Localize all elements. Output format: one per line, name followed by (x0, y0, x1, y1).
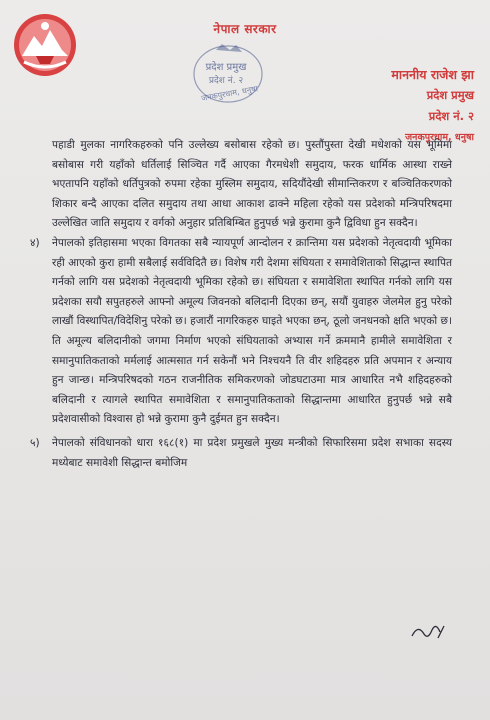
initials-signature (408, 620, 448, 642)
paragraph-4 (30, 234, 452, 430)
office-holder-name: माननीय राजेश झा (391, 67, 474, 82)
office-address: जनकपुरधाम, धनुषा (405, 132, 474, 143)
stamp-line-2: प्रदेश नं. २ (208, 76, 244, 86)
paragraph-4-text: नेपालको इतिहासमा भएका विगतका सबै न्यायपूर्ण आन्दोलन र क्रान्तिमा यस प्रदेशको नेतृत्वदायी भूमिका रही आएको कुरा हामी सबैलाई सर्वविदितै छ। विशेष गरी देशमा संघियता र समावेशिताको सिद्धान्त स्थापित गर्नको लागि यस प्रदेशको नेतृत्वदायी भूमिका रहेको छ। संघियता र समावेशिता स्थापित गर्नको लागि यस प्रदेशका सयौ सपुतहरुले आफ्नो अमूल्य जिवनको बलिदानी दिएका छन्, सयौं युवाहरु जेलमेल हुनु परेको लाखौं विस्थापित/विदेशिनु परेको छ। हजारौं नागरिकहरु घाइते भएका छन्, ठूलो जनधनको क्षति भएको छ। ति अमूल्य बलिदानीको जगमा निर्माण भएको संघियताको अभ्यास गर्ने क्रममानै हामीले समावेशिता र समानुपातिकताको मर्मलाई आत्मसात गर्न सकेनौं भने निश्चयनै ति वीर शहिदहरु प्रति अपमान र अन्याय हुन जान्छ। मन्त्रिपरिषदको गठन राजनीतिक समिकरणको जोडघटाउमा मात्र आधारित नभै शहिदहरुको बलिदानी र त्यागले स्थापित समावेशिता र समानुपातिकताको सिद्धान्तमा आधारित हुनुपर्छ भन्ने सबै प्रदेशवासीको विश्वास हो भन्ने कुरामा कुनै दुईमत हुन सक्दैन। (52, 236, 452, 426)
paragraph-intro: पहाडी मुलका नागरिकहरुको पनि उल्लेख्य बसोबास रहेको छ। पुस्तौंपुस्ता देखी मधेशको यस भूमिमा बसोबास गरी यहाँको धर्तिलाई सिञ्चित गर्दै आएका गैरमधेशी समुदाय, फरक धार्मिक आस्था राख्ने भएतापनि यहाँको धर्तिपुत्रको रुपमा रहेका मुस्लिम समुदाय, सदियौंदेखी सीमान्तिकरण र बञ्चितिकरणको शिकार बन्दै आएका दलित समुदाय तथा आधा आकाश ढाक्ने महिला रहेको यस प्रदेशको मन्त्रिपरिषदमा उल्लेखित जाति समुदाय र वर्गको अनुहार प्रतिबिम्बित हुनुपर्छ भन्ने कुरामा कुनै द्विविधा हुन सक्दैन। (52, 139, 452, 230)
government-title: नेपाल सरकार (213, 22, 277, 36)
paragraph-number: ४) (30, 236, 40, 249)
stamp-line-3: जनकपुरधाम, धनुषा (200, 84, 259, 103)
paragraph-number: ५) (30, 436, 40, 449)
office-role: प्रदेश प्रमुख (426, 88, 474, 102)
office-province: प्रदेश नं. २ (428, 109, 474, 123)
office-stamp (186, 40, 272, 110)
letter-body (30, 136, 452, 473)
paragraph-5-text: नेपालको संविधानको धारा १६८(१) मा प्रदेश प्रमुखले मुख्य मन्त्रीको सिफारिसमा प्रदेश सभाका सदस्य मध्येबाट समावेशी सिद्धान्त बमोजिम (52, 436, 452, 469)
nepal-emblem-icon (10, 12, 80, 78)
paragraph-5 (30, 434, 452, 473)
stamp-line-1: प्रदेश प्रमुख (205, 62, 247, 73)
